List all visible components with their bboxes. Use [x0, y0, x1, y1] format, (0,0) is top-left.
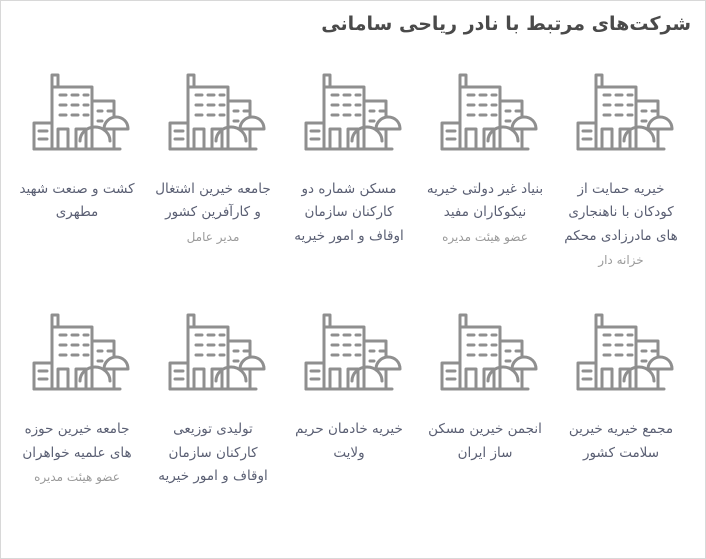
company-card[interactable] — [553, 288, 689, 467]
company-card[interactable] — [417, 288, 553, 467]
companies-row-1 — [9, 48, 697, 272]
company-role: مدیر عامل — [186, 229, 240, 244]
company-name: خیریه خادمان حریم ولایت — [295, 421, 403, 461]
company-card[interactable] — [417, 48, 553, 249]
company-name: تولیدی توزیعی کارکنان سازمان اوقاف و امور خیریه — [158, 421, 268, 485]
building-icon — [421, 288, 549, 418]
company-name: مسکن شماره دو کارکنان سازمان اوقاف و امور خیریه — [294, 180, 404, 244]
building-icon — [13, 288, 141, 418]
company-card[interactable] — [9, 288, 145, 489]
company-name: انجمن خیرین مسکن ساز ایران — [428, 421, 542, 461]
building-icon — [557, 288, 685, 418]
company-name: کشت و صنعت شهید مطهری — [19, 180, 135, 221]
company-card[interactable] — [553, 48, 689, 272]
company-name: جامعه خیرین اشتغال و کارآفرین کشور — [155, 180, 271, 221]
company-card[interactable] — [145, 288, 281, 491]
building-icon — [421, 48, 549, 178]
company-name: خیریه حمایت از کودکان با ناهنجاری های مادرزادی محکم — [564, 180, 678, 244]
building-icon — [149, 48, 277, 178]
building-icon — [285, 48, 413, 178]
company-card[interactable] — [145, 48, 281, 249]
company-card[interactable] — [281, 288, 417, 467]
building-icon — [13, 48, 141, 178]
company-role: عضو هیئت مدیره — [442, 229, 528, 244]
companies-grid — [1, 44, 705, 491]
building-icon — [149, 288, 277, 418]
company-name: جامعه خیرین حوزه های علمیه خواهران — [22, 421, 132, 461]
company-name: مجمع خیریه خیرین سلامت کشور — [568, 421, 674, 461]
company-card[interactable] — [9, 48, 145, 227]
company-role: خزانه دار — [598, 253, 644, 268]
company-name: بنیاد غیر دولتی خیریه نیکوکاران مفید — [426, 180, 544, 221]
building-icon — [285, 288, 413, 418]
company-role: عضو هیئت مدیره — [34, 470, 120, 485]
company-card[interactable] — [281, 48, 417, 251]
companies-row-2 — [9, 288, 697, 491]
building-icon — [557, 48, 685, 178]
page-title: شرکت‌های مرتبط با نادر ریاحی سامانی — [321, 13, 691, 35]
